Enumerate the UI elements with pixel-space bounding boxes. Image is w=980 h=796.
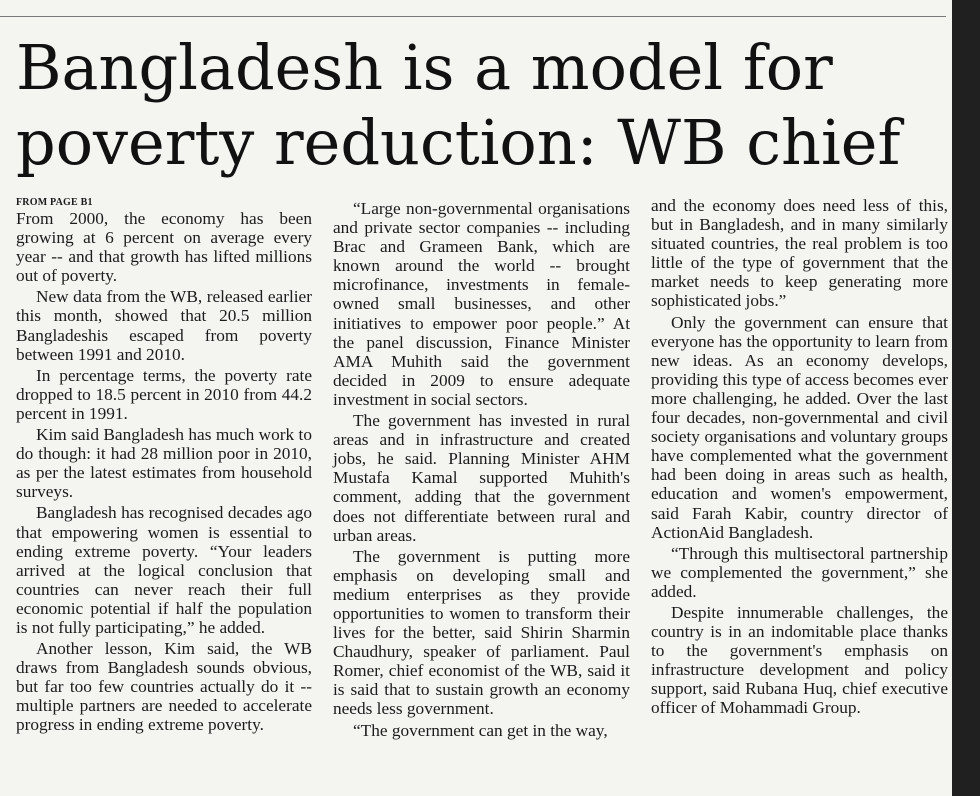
paragraph: Another lesson, Kim said, the WB draws from Bangladesh sounds obvious, but far too few countries actually do it -- multiple partners are needed to accelerate progress in ending extreme poverty. — [16, 639, 312, 735]
article-column-2 — [333, 199, 630, 742]
paragraph: and the economy does need less of this, but in Bangladesh, and in many similarly situated countries, the real problem is too little of the type of government that the market needs to keep generating more sophisticated jobs.” — [651, 196, 948, 311]
paragraph: The government is putting more emphasis on developing small and medium enterprises as they provide opportunities to women to transform their lives for the better, said Shirin Sharmin Chaudhury, speaker of parliament. Paul Romer, chief economist of the WB, said it is said that to sustain growth an economy needs less government. — [333, 546, 630, 719]
paragraph: New data from the WB, released earlier this month, showed that 20.5 million Bangladeshis escaped from poverty between 1991 and 2010. — [16, 287, 312, 364]
article-column-3 — [651, 196, 948, 720]
scan-edge — [952, 0, 980, 796]
paragraph: “The government can get in the way, — [353, 720, 608, 740]
paragraph: In percentage terms, the poverty rate dropped to 18.5 percent in 2010 from 44.2 percent in 1991. — [16, 365, 312, 423]
headline-line-1: Bangladesh is a model for — [16, 31, 833, 104]
headline-line-2: poverty reduction: WB chief — [16, 106, 901, 179]
paragraph: “Large non-governmental organisations and private sector companies -- including Brac and Grameen Bank, which are known around the world -- brought microfinance, investments in female-owned small businesses, and other initiatives to empower poor people.” At the panel discussion, Finance Minister AMA Muhith said the government decided in 2009 to ensure adequate investment in social sectors. — [333, 199, 630, 409]
jump-line: FROM PAGE B1 — [16, 197, 93, 208]
headline — [16, 30, 946, 180]
paragraph: The government has invested in rural areas and in infrastructure and created jobs, he said. Planning Minister AHM Mustafa Kamal supported Muhith's comment, adding that the government does not differentiate between rural and urban areas. — [333, 411, 630, 545]
paragraph: Bangladesh has recognised decades ago that empowering women is essential to ending extreme poverty. “Your leaders arrived at the logical conclusion that countries can never reach their full economic potential if half the population is not fully participating,” he added. — [16, 503, 312, 637]
paragraph: Kim said Bangladesh has much work to do though: it had 28 million poor in 2010, as per the latest estimates from household surveys. — [16, 425, 312, 502]
paragraph: From 2000, the economy has been growing at 6 percent on average every year -- and that growth has lifted millions out of poverty. — [16, 209, 312, 286]
paragraph: Despite innumerable challenges, the country is in an indomitable place thanks to the government's emphasis on infrastructure development and policy support, said Rubana Huq, chief executive officer of Mohammadi Group. — [651, 602, 948, 718]
paragraph: “Through this multisectoral partnership we complemented the government,” she added. — [651, 543, 948, 601]
top-rule — [0, 16, 946, 17]
article-column-1 — [16, 196, 312, 737]
paragraph: Only the government can ensure that everyone has the opportunity to learn from new ideas. As an economy develops, providing this type of access becomes ever more challenging, he added. Over the last four decades, non-governmental and civil society organisations and voluntary groups have complemented what the government had been doing in areas such as health, education and women's empowerment, said Farah Kabir, country director of ActionAid Bangladesh. — [651, 312, 948, 542]
